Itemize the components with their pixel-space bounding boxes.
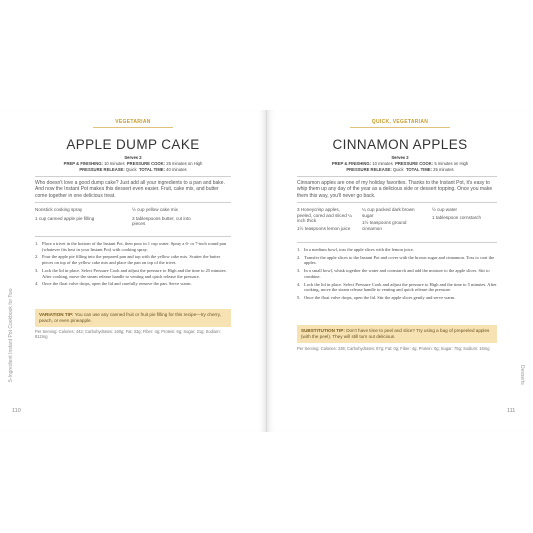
ingredient: 1½ teaspoons ground cinnamon — [362, 220, 407, 231]
ingredient: ½ cup yellow cake mix — [132, 207, 178, 212]
substitution-tip: SUBSTITUTION TIP: Don't have time to peel and slice? Try using a bag of prepeeled apples (with the peel). They will still turn out delicious. — [297, 325, 497, 343]
book-spread — [0, 110, 533, 432]
category-bar — [350, 127, 450, 128]
page-number: 110 — [12, 408, 21, 414]
recipe-title: APPLE DUMP CAKE — [66, 137, 200, 152]
ingredients-col-3 — [432, 207, 502, 220]
page-number: 111 — [507, 408, 516, 414]
intro-text: Who doesn't love a good dump cake? Just add all your ingredients to a pan and bake. And now the Instant Pot makes this dessert even easier. Fruit, cake mix, and butter come together in one delicious treat. — [35, 180, 225, 199]
step: 1. In a medium bowl, toss the apple slices with the lemon juice. — [297, 247, 414, 252]
serves: Serves 2 — [391, 155, 409, 160]
ingredient: 3 Honeycrisp apples, peeled, cored and sliced ¼ inch thick — [297, 207, 352, 224]
ingredient: 1½ teaspoons lemon juice — [297, 225, 351, 231]
nutrition-info: Per Serving: Calories: 442; Carbohydrates: 160g; Fat: 33g; Fiber: 4g; Protein: 6g; Sugar: 21g; Sodium: 812mg — [35, 329, 221, 340]
ingredients-col-1 — [35, 207, 115, 221]
steps-list — [297, 247, 497, 303]
time-meta-2: PRESSURE RELEASE: Quick TOTAL TIME: 25 minutes — [346, 167, 454, 172]
serves: Serves 2 — [124, 155, 142, 160]
ingredient: ½ cup water — [432, 207, 458, 212]
steps-list — [35, 241, 231, 289]
step: 5. Once the float valve drops, open the lid. Stir the apple slices gently and serve warm. — [297, 294, 456, 300]
ingredients-col-2 — [132, 207, 202, 227]
time-meta-2: PRESSURE RELEASE: Quick TOTAL TIME: 40 minutes — [79, 167, 187, 172]
ingredients-col-1 — [297, 207, 353, 231]
ingredient: 1 cup canned apple pie filling — [35, 215, 95, 221]
ingredient: 1 tablespoon cornstarch — [432, 214, 482, 220]
divider — [35, 202, 231, 203]
nutrition-info: Per Serving: Calories: 236; Carbohydrates: 87g; Fat: 0g; Fiber: 4g; Protein: 0g; Sugar: 75g; Sodium: 16mg — [297, 346, 490, 351]
time-meta-1: PREP & FINISHING: 10 minutes PRESSURE COOK: 5 minutes on High — [331, 161, 469, 166]
step: 3. Lock the lid in place. Select Pressure Cook and adjust the pressure to High and the time to 25 minutes. After cooking, move the steam release handle to venting and quick release the pressure. — [35, 267, 227, 279]
right-page — [267, 110, 533, 432]
category-tag: VEGETARIAN — [115, 119, 151, 125]
step: 4. Lock the lid in place. Select Pressure Cook and adjust the pressure to High and the time to 5 minutes. After cooking, move the steam release handle to venting and quick release the pressure. — [297, 281, 497, 293]
book-title-sidebar: 5-Ingredient Instant Pot Cookbook for Two — [8, 288, 14, 382]
divider — [35, 236, 231, 237]
left-page — [0, 110, 266, 432]
section-sidebar: Desserts — [519, 365, 525, 385]
divider — [297, 176, 497, 177]
step: 3. In a small bowl, whisk together the water and cornstarch and add the mixture to the apple slices. Stir to combine. — [297, 268, 490, 279]
ingredients-col-2 — [362, 207, 422, 231]
ingredient: 3 tablespoons butter, cut into pieces — [132, 215, 191, 227]
divider — [297, 202, 497, 203]
step: 2. Pour the apple pie filling into the prepared pan and top with the yellow cake mix. Scatter the butter pieces on top of the yellow cake mix and place the pan on top of the trivet. — [35, 254, 221, 266]
variation-tip: VARIATION TIP: You can use any canned fruit or fruit pie filling for this recipe—try cherry, peach, or even pineapple. — [35, 309, 231, 327]
category-tag: QUICK, VEGETARIAN — [371, 119, 429, 125]
step: 4. Once the float valve drops, open the lid and carefully remove the pan. Serve warm. — [35, 281, 192, 287]
divider — [35, 176, 231, 177]
time-meta-1: PREP & FINISHING: 10 minutes PRESSURE COOK: 25 minutes on High — [63, 161, 203, 166]
ingredient: Nonstick cooking spray — [35, 207, 83, 212]
step: 2. Transfer the apple slices to the Instant Pot and cover with the brown sugar and cinnamon. Toss to coat the apples. — [297, 254, 495, 266]
intro-text: Cinnamon apples are one of my holiday favorites. Thanks to the Instant Pot, it's easy to whip them up any day of the year as a delicious side or dessert topping. Once you make them this way, you'll never go back. — [297, 180, 493, 199]
recipe-title: CINNAMON APPLES — [332, 137, 468, 152]
divider — [297, 242, 497, 243]
ingredient: ¼ cup packed dark brown sugar — [362, 207, 415, 218]
category-bar — [93, 127, 173, 128]
step: 1. Place a trivet in the bottom of the Instant Pot, then pour in 1 cup water. Spray a 6- or 7-inch round pan (whatever fits best in your Instant Pot) with cooking spray. — [35, 241, 226, 252]
